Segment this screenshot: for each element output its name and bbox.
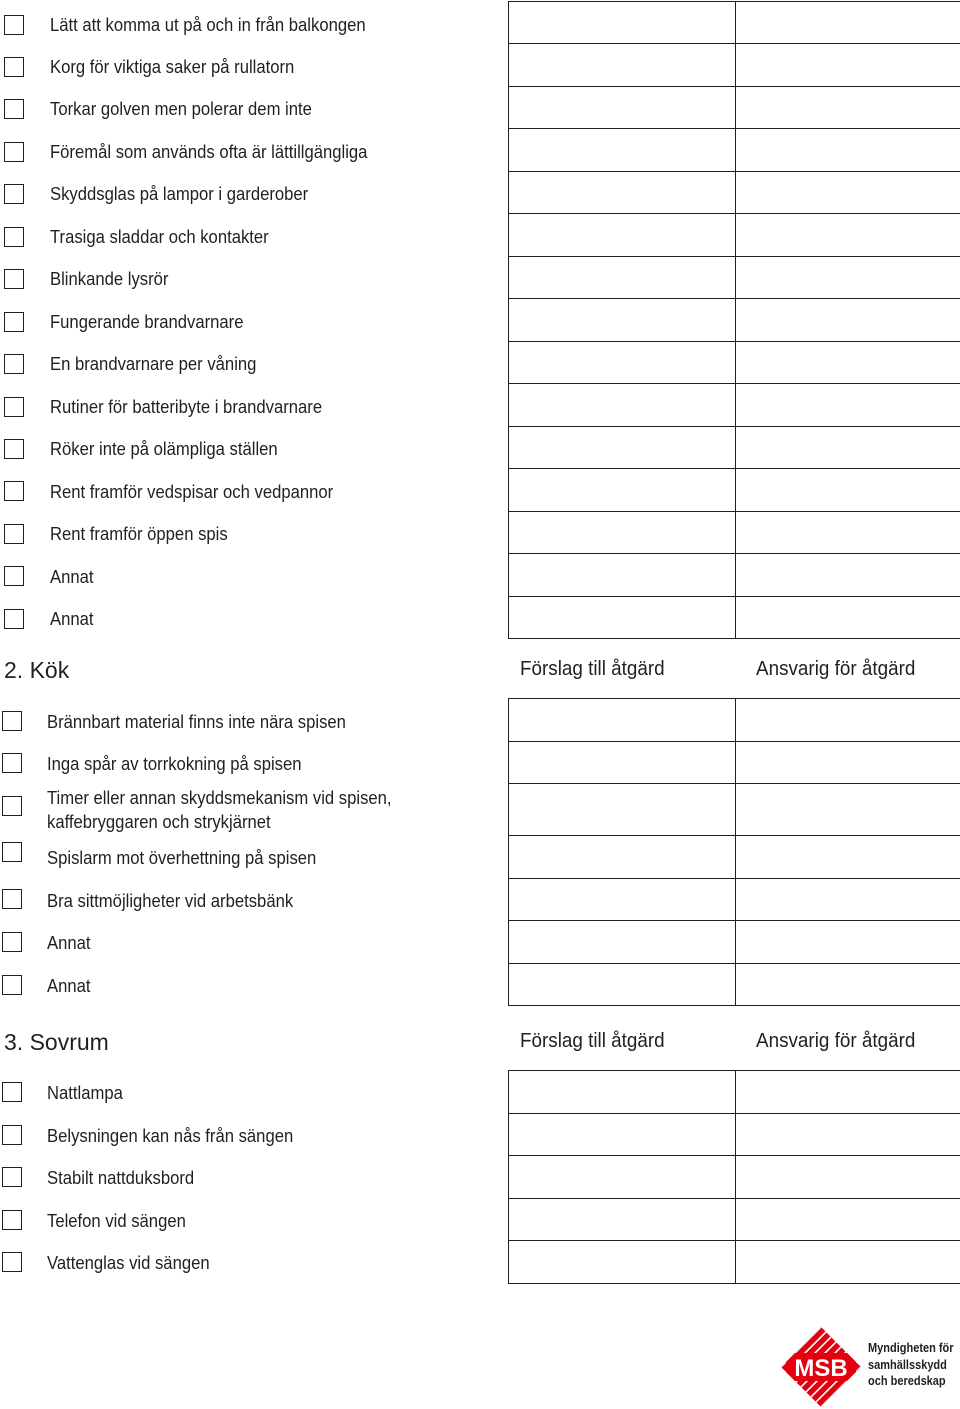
checkbox[interactable] [2, 1167, 22, 1187]
checkbox[interactable] [4, 269, 24, 289]
responsible-cell[interactable] [736, 784, 960, 836]
responsible-cell[interactable] [736, 836, 960, 879]
checkbox[interactable] [4, 57, 24, 77]
responsible-cell[interactable] [736, 742, 960, 784]
responsible-cell[interactable] [736, 87, 960, 129]
checkbox[interactable] [2, 975, 22, 995]
checkbox[interactable] [2, 1252, 22, 1272]
checklist-item-label: Skyddsglas på lampor i garderober [50, 183, 309, 204]
checklist-item-label: Torkar golven men polerar dem inte [50, 98, 312, 119]
checkbox[interactable] [4, 524, 24, 544]
msb-logo-mark [780, 1326, 862, 1408]
column-header-action: Förslag till åtgärd [520, 1029, 665, 1052]
checkbox[interactable] [4, 312, 24, 332]
checklist-item-label: Lätt att komma ut på och in från balkongen [50, 14, 366, 35]
section-title: 3. Sovrum [4, 1029, 109, 1055]
responsible-cell[interactable] [736, 921, 960, 964]
agency-name [868, 1340, 954, 1390]
responsible-cell[interactable] [736, 257, 960, 299]
responsible-cell[interactable] [736, 1241, 960, 1284]
checklist-item-label: Brännbart material finns inte nära spisen [47, 711, 346, 732]
checklist-item-label: Röker inte på olämpliga ställen [50, 438, 278, 459]
responsible-cell[interactable] [736, 597, 960, 639]
action-cell[interactable] [509, 44, 736, 87]
checklist-item-label: Nattlampa [47, 1082, 123, 1103]
checkbox[interactable] [2, 753, 22, 773]
action-cell[interactable] [509, 342, 736, 384]
responsible-cell[interactable] [736, 1199, 960, 1241]
responsible-cell[interactable] [736, 1156, 960, 1199]
checklist-item-label: Belysningen kan nås från sängen [47, 1125, 294, 1146]
action-table [508, 1070, 960, 1284]
checklist-item-label: Annat [47, 932, 91, 953]
action-cell[interactable] [509, 699, 736, 742]
checkbox[interactable] [2, 932, 22, 952]
action-cell[interactable] [509, 87, 736, 129]
action-cell[interactable] [509, 1241, 736, 1284]
action-table [508, 698, 960, 1006]
checklist-item-label: Vattenglas vid sängen [47, 1252, 210, 1273]
checkbox[interactable] [4, 227, 24, 247]
responsible-cell[interactable] [736, 554, 960, 597]
action-cell[interactable] [509, 964, 736, 1006]
agency-name-line: samhällsskydd [868, 1357, 947, 1372]
checklist-item-label: Telefon vid sängen [47, 1210, 186, 1231]
responsible-cell[interactable] [736, 1114, 960, 1156]
agency-name-line: Myndigheten för [868, 1341, 954, 1355]
checkbox[interactable] [4, 354, 24, 374]
responsible-cell[interactable] [736, 512, 960, 554]
action-cell[interactable] [509, 512, 736, 554]
checklist-item-label: Fungerande brandvarnare [50, 311, 244, 332]
checklist-item-label: Spislarm mot överhettning på spisen [47, 847, 317, 868]
checklist-item-label: Blinkande lysrör [50, 268, 169, 289]
responsible-cell[interactable] [736, 964, 960, 1006]
checkbox[interactable] [4, 566, 24, 586]
action-cell[interactable] [509, 554, 736, 597]
checklist-item-label: Korg för viktiga saker på rullatorn [50, 56, 295, 77]
action-cell[interactable] [509, 742, 736, 784]
action-table [508, 1, 960, 639]
responsible-cell[interactable] [736, 342, 960, 384]
checkbox[interactable] [2, 711, 22, 731]
checkbox[interactable] [2, 889, 22, 909]
checklist-item-label: Rent framför öppen spis [50, 523, 228, 544]
action-cell[interactable] [509, 2, 736, 44]
action-cell[interactable] [509, 1199, 736, 1241]
responsible-cell[interactable] [736, 427, 960, 469]
checkbox[interactable] [2, 842, 22, 862]
responsible-cell[interactable] [736, 699, 960, 742]
action-cell[interactable] [509, 427, 736, 469]
action-cell[interactable] [509, 921, 736, 964]
checklist-item-label: Föremål som används ofta är lättillgängliga [50, 141, 368, 162]
checklist-item-label: Annat [47, 975, 91, 996]
action-cell[interactable] [509, 214, 736, 257]
action-cell[interactable] [509, 299, 736, 342]
msb-logo-lettering: MSB [794, 1355, 848, 1382]
action-cell[interactable] [509, 597, 736, 639]
agency-name-line: och beredskap [868, 1374, 946, 1388]
action-cell[interactable] [509, 1156, 736, 1199]
checklist-item-label: Annat [50, 566, 94, 587]
checkbox[interactable] [4, 439, 24, 459]
checkbox[interactable] [4, 397, 24, 417]
checkbox[interactable] [2, 796, 22, 816]
column-header-responsible: Ansvarig för åtgärd [756, 1029, 916, 1052]
checklist-item-label: En brandvarnare per våning [50, 353, 257, 374]
checklist-item-label: Rent framför vedspisar och vedpannor [50, 481, 334, 502]
checkbox[interactable] [2, 1125, 22, 1145]
action-cell[interactable] [509, 469, 736, 512]
action-cell[interactable] [509, 879, 736, 921]
checklist-item-label: Inga spår av torrkokning på spisen [47, 753, 302, 774]
responsible-cell[interactable] [736, 1071, 960, 1114]
responsible-cell[interactable] [736, 2, 960, 44]
checkbox[interactable] [4, 15, 24, 35]
checkbox[interactable] [4, 481, 24, 501]
action-cell[interactable] [509, 384, 736, 427]
checkbox[interactable] [2, 1210, 22, 1230]
responsible-cell[interactable] [736, 214, 960, 257]
checklist-item-label: Trasiga sladdar och kontakter [50, 226, 269, 247]
checkbox[interactable] [4, 609, 24, 629]
responsible-cell[interactable] [736, 299, 960, 342]
column-header-action: Förslag till åtgärd [520, 657, 665, 680]
section-title: 2. Kök [4, 657, 70, 683]
checkbox[interactable] [2, 1082, 22, 1102]
checklist-item-label: Bra sittmöjligheter vid arbetsbänk [47, 890, 294, 911]
action-cell[interactable] [509, 1114, 736, 1156]
checklist-item-label: Timer eller annan skyddsmekanism vid spisen, kaffebryggaren och strykjärnet [47, 787, 392, 832]
action-cell[interactable] [509, 172, 736, 214]
checklist-item-label: Rutiner för batteribyte i brandvarnare [50, 396, 323, 417]
action-cell[interactable] [509, 129, 736, 172]
action-cell[interactable] [509, 836, 736, 879]
responsible-cell[interactable] [736, 384, 960, 427]
action-cell[interactable] [509, 784, 736, 836]
checklist-item-label: Stabilt nattduksbord [47, 1167, 195, 1188]
responsible-cell[interactable] [736, 879, 960, 921]
responsible-cell[interactable] [736, 172, 960, 214]
action-cell[interactable] [509, 257, 736, 299]
checkbox[interactable] [4, 142, 24, 162]
column-header-responsible: Ansvarig för åtgärd [756, 657, 916, 680]
checkbox[interactable] [4, 99, 24, 119]
checklist-item-label: Annat [50, 608, 94, 629]
responsible-cell[interactable] [736, 129, 960, 172]
responsible-cell[interactable] [736, 469, 960, 512]
responsible-cell[interactable] [736, 44, 960, 87]
checkbox[interactable] [4, 184, 24, 204]
action-cell[interactable] [509, 1071, 736, 1114]
